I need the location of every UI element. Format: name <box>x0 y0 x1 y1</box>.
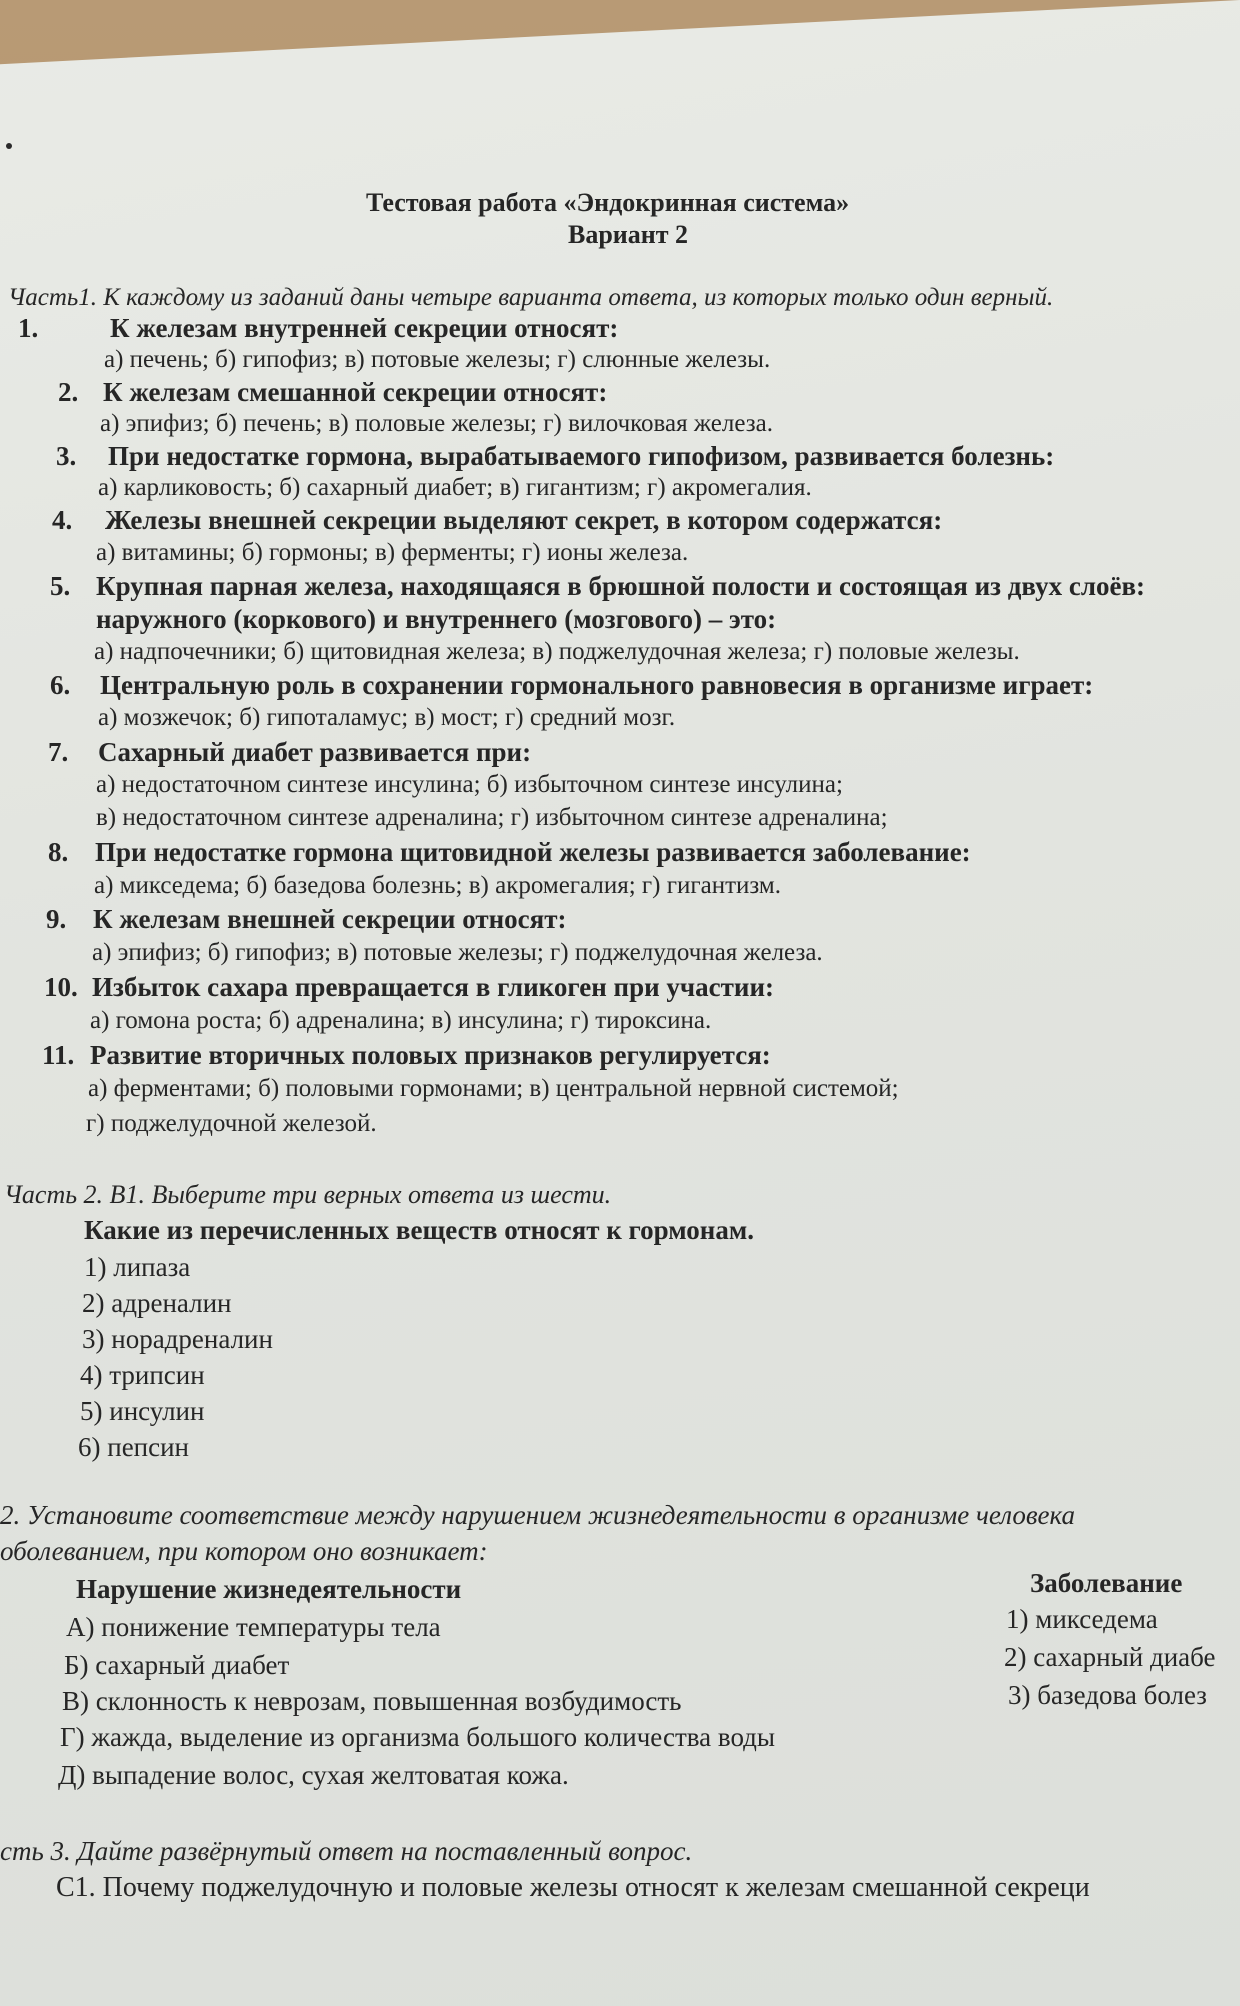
question-options: а) недостаточном синтезе инсулина; б) избыточном синтезе инсулина; <box>96 771 843 798</box>
question-number: 2. <box>58 377 79 407</box>
question-number: 1. <box>18 313 39 343</box>
question-options: а) ферментами; б) половыми гормонами; в) центральной нервной системой; <box>88 1075 899 1102</box>
b1-option: 2) адреналин <box>82 1288 232 1318</box>
question-text: Железы внешней секреции выделяют секрет, в котором содержатся: <box>105 505 943 535</box>
col2-item: 2) сахарный диабе <box>1004 1642 1216 1672</box>
col1-item: В) склонность к неврозам, повышенная возбудимость <box>62 1686 682 1716</box>
variant-label: Вариант 2 <box>568 220 689 249</box>
question-options: а) печень; б) гипофиз; в) потовые железы; г) слюнные железы. <box>104 346 771 373</box>
part2-b2-instruction: 2. Установите соответствие между нарушением жизнедеятельности в организме человека <box>0 1500 1075 1530</box>
col1-item: Б) сахарный диабет <box>64 1650 290 1680</box>
b1-option: 4) трипсин <box>80 1360 205 1390</box>
part2-b1-instruction: Часть 2. В1. Выберите три верных ответа из шести. <box>4 1180 612 1209</box>
b1-option: 5) инсулин <box>80 1396 205 1426</box>
question-number: 9. <box>46 904 67 934</box>
question-text: При недостатке гормона щитовидной железы развивается заболевание: <box>95 837 971 867</box>
question-text: Избыток сахара превращается в гликоген при участии: <box>92 972 775 1002</box>
b1-question: Какие из перечисленных веществ относят к гормонам. <box>84 1215 754 1245</box>
question-number: 8. <box>48 837 69 867</box>
page-title: Тестовая работа «Эндокринная система» <box>366 188 850 217</box>
col1-item: Г) жажда, выделение из организма большого количества воды <box>60 1722 776 1752</box>
col2-header: Заболевание <box>1030 1568 1183 1598</box>
question-number: 10. <box>44 972 78 1002</box>
question-number: 5. <box>50 571 71 601</box>
question-options: в) недостаточном синтезе адреналина; г) избыточном синтезе адреналина; <box>96 804 888 831</box>
bullet-mark <box>6 143 12 149</box>
b1-option: 3) норадреналин <box>82 1324 273 1354</box>
question-options: а) мозжечок; б) гипоталамус; в) мост; г) средний мозг. <box>98 704 676 731</box>
question-options: а) микседема; б) базедова болезнь; в) акромегалия; г) гигантизм. <box>94 872 781 899</box>
question-number: 3. <box>56 441 77 471</box>
part2-b2-instruction-line2: оболеванием, при котором оно возникает: <box>0 1536 488 1566</box>
question-number: 7. <box>48 737 69 767</box>
question-text-continued: наружного (коркового) и внутреннего (мозгового) – это: <box>96 604 777 634</box>
question-text: К железам смешанной секреции относят: <box>103 377 608 407</box>
part1-instruction: Часть1. К каждому из заданий даны четыре варианта ответа, из которых только один верный. <box>8 284 1054 311</box>
question-options: а) эпифиз; б) печень; в) половые железы; г) вилочковая железа. <box>100 410 773 437</box>
question-number: 4. <box>52 505 73 535</box>
col1-item: А) понижение температуры тела <box>66 1612 441 1642</box>
col1-header: Нарушение жизнедеятельности <box>76 1574 462 1604</box>
question-number: 11. <box>42 1040 75 1070</box>
b1-option: 1) липаза <box>84 1252 191 1282</box>
col2-item: 3) базедова болез <box>1008 1680 1207 1710</box>
col1-item: Д) выпадение волос, сухая желтоватая кожа. <box>58 1760 569 1790</box>
question-text: При недостатке гормона, вырабатываемого гипофизом, развивается болезнь: <box>108 441 1055 471</box>
col2-item: 1) микседема <box>1006 1604 1158 1634</box>
question-options: а) гомона роста; б) адреналина; в) инсулина; г) тироксина. <box>90 1007 712 1034</box>
question-text: К железам внешней секреции относят: <box>93 904 567 934</box>
question-text: Центральную роль в сохранении гормонального равновесия в организме играет: <box>100 670 1094 700</box>
c1-question: С1. Почему поджелудочную и половые железы относят к железам смешанной секреци <box>56 1872 1090 1903</box>
question-number: 6. <box>50 670 71 700</box>
question-text: Развитие вторичных половых признаков регулируется: <box>90 1040 771 1070</box>
question-text: Сахарный диабет развивается при: <box>98 737 532 767</box>
question-options: а) эпифиз; б) гипофиз; в) потовые железы; г) поджелудочная железа. <box>92 939 823 966</box>
question-options: г) поджелудочной железой. <box>86 1110 377 1137</box>
part3-instruction: сть 3. Дайте развёрнутый ответ на поставленный вопрос. <box>0 1836 693 1866</box>
question-options: а) надпочечники; б) щитовидная железа; в) поджелудочная железа; г) половые железы. <box>94 638 1020 665</box>
question-text: Крупная парная железа, находящаяся в брюшной полости и состоящая из двух слоёв: <box>96 571 1146 601</box>
question-options: а) карликовость; б) сахарный диабет; в) гигантизм; г) акромегалия. <box>98 474 812 501</box>
question-text: К железам внутренней секреции относят: <box>110 313 619 343</box>
b1-option: 6) пепсин <box>78 1432 190 1462</box>
question-options: а) витамины; б) гормоны; в) ферменты; г) ионы железа. <box>96 539 689 566</box>
